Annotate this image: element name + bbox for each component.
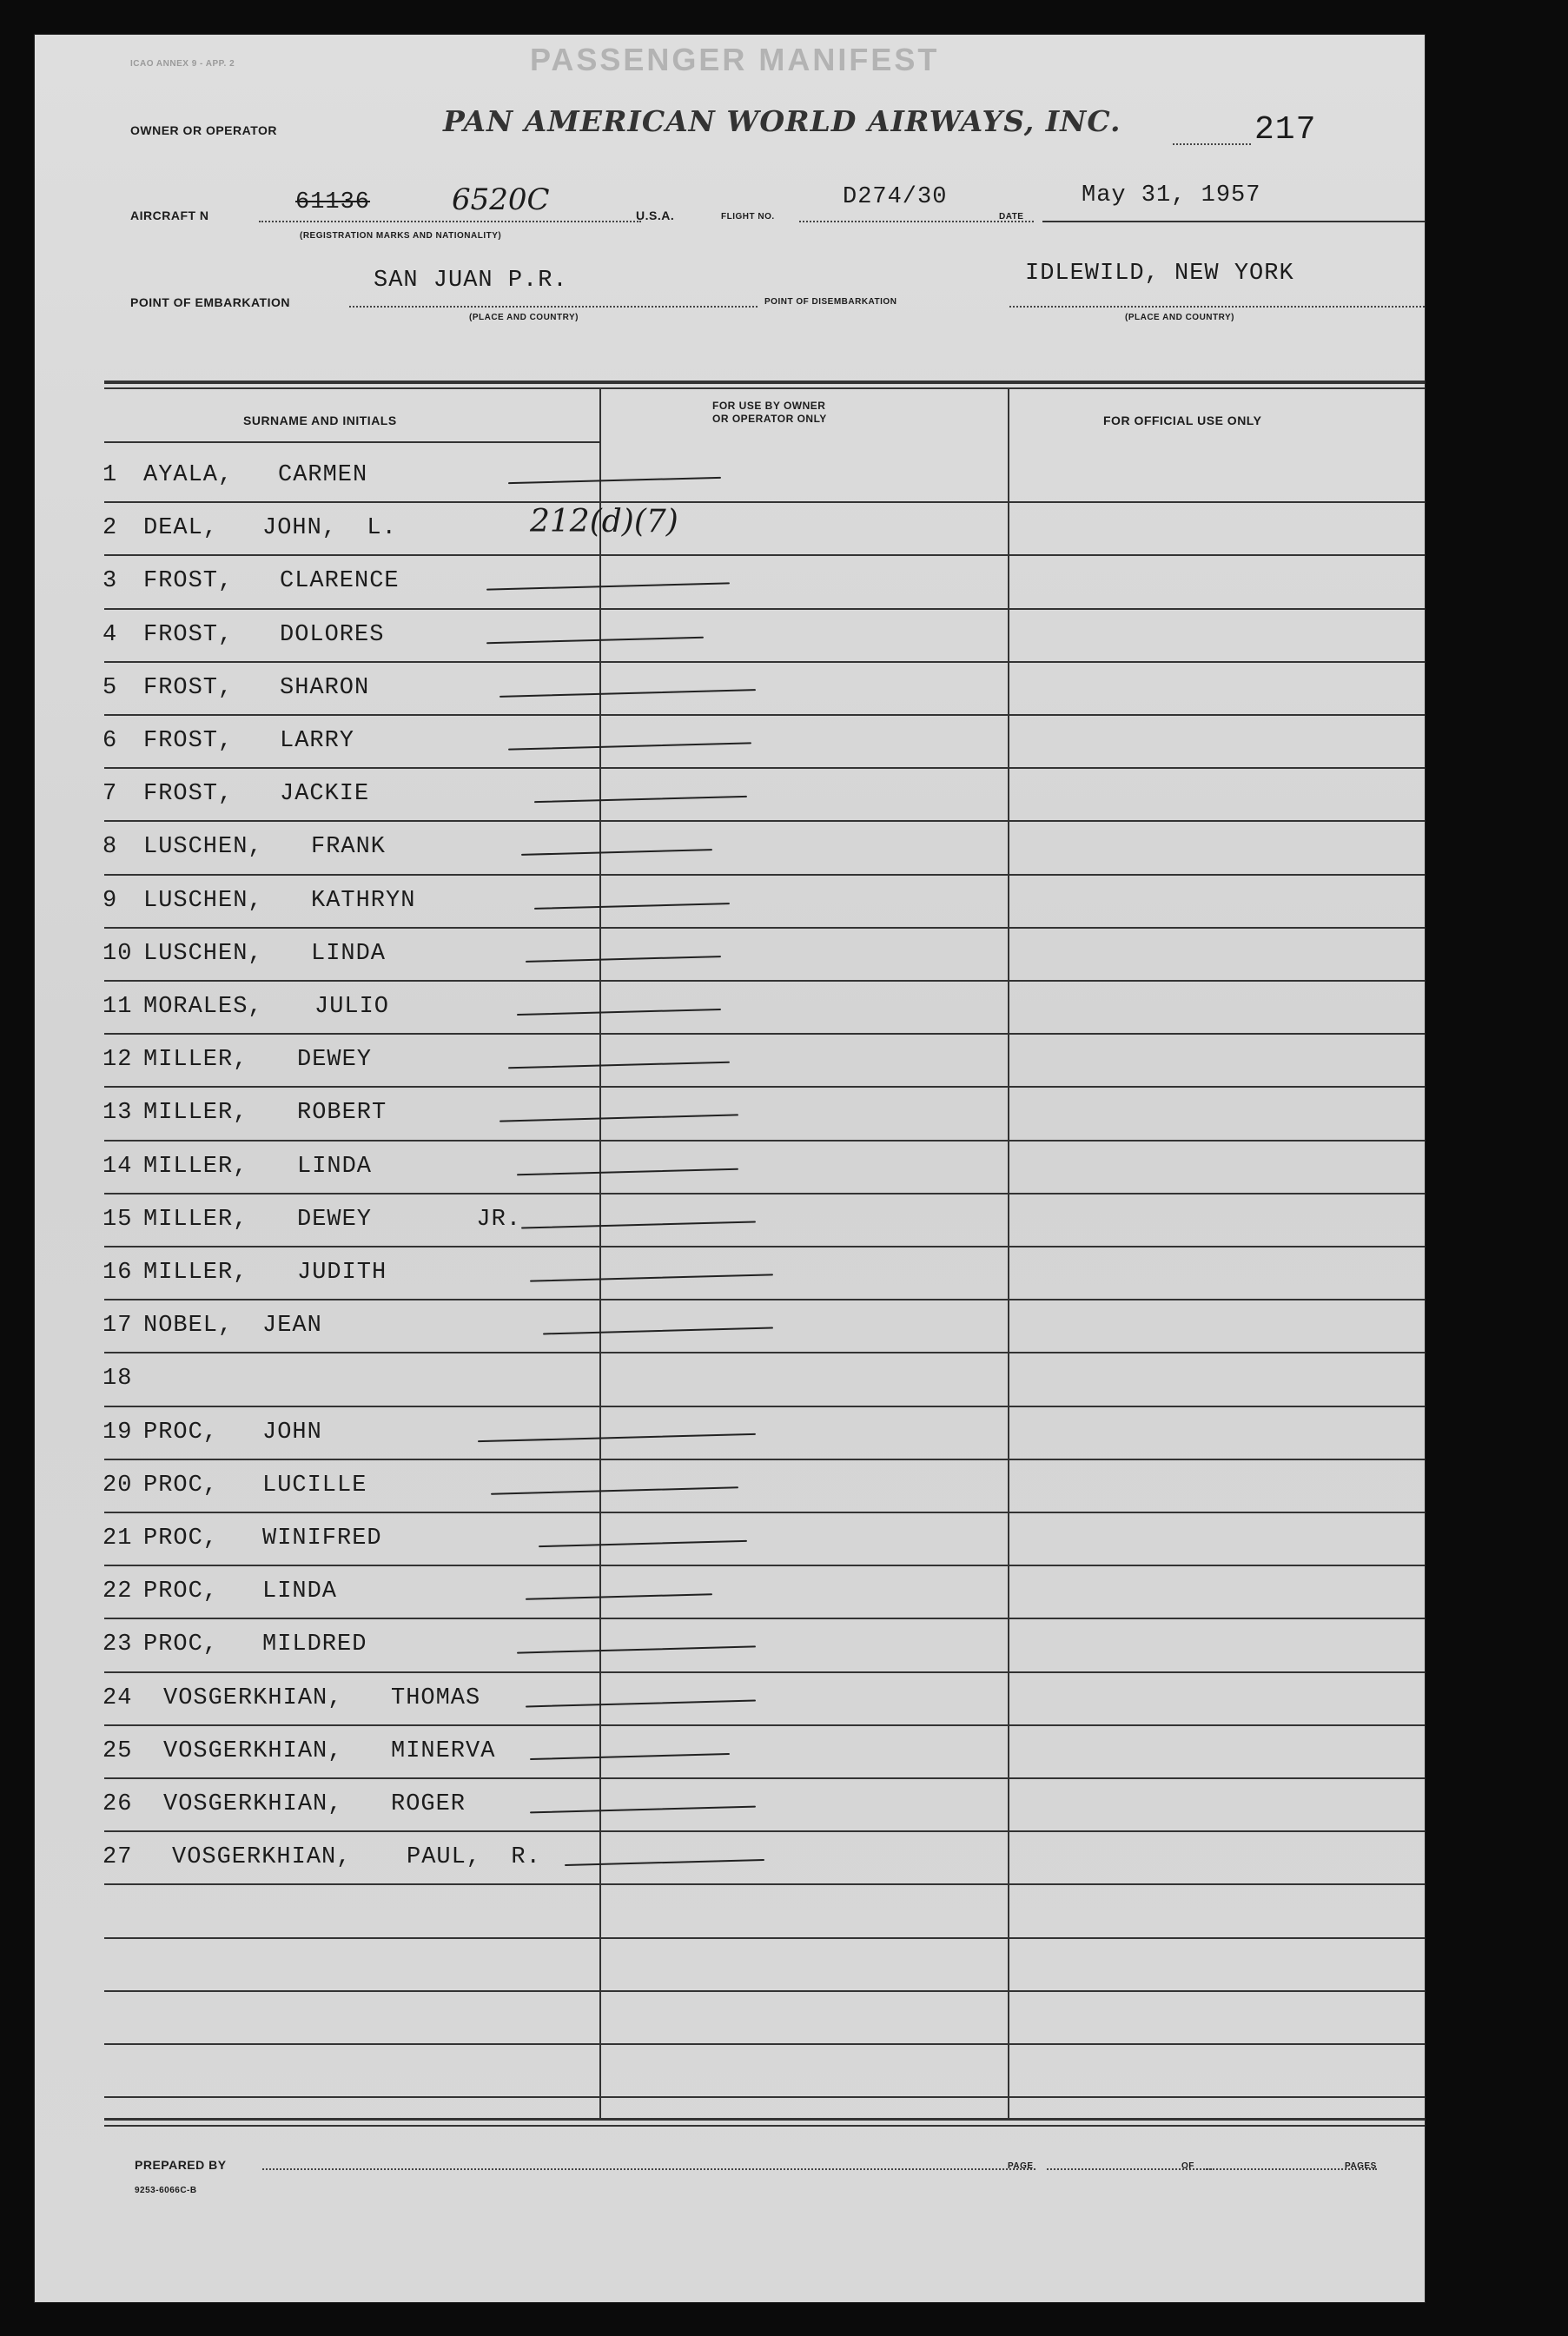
passenger-given-name: PAUL, R. <box>407 1844 541 1871</box>
row-number: 21 <box>103 1525 133 1552</box>
passenger-given-name: WINIFRED <box>262 1525 382 1552</box>
table-row <box>35 556 1425 609</box>
passenger-given-name: JUDITH <box>297 1260 387 1286</box>
flight-date: May 31, 1957 <box>1082 182 1261 208</box>
table-row <box>35 1460 1425 1513</box>
row-number: 22 <box>103 1578 133 1605</box>
passenger-given-name: ROGER <box>391 1791 466 1817</box>
passenger-surname: MORALES, <box>143 994 263 1020</box>
passenger-surname: LUSCHEN, <box>143 887 263 914</box>
row-number: 8 <box>103 834 118 861</box>
check-mark <box>526 956 721 963</box>
passenger-given-name: JULIO <box>314 994 390 1020</box>
passenger-given-name: JEAN <box>262 1313 322 1340</box>
table-row <box>35 1779 1425 1832</box>
passenger-surname: DEAL, <box>143 515 219 542</box>
date-label: DATE <box>999 212 1024 222</box>
table-row <box>35 1353 1425 1406</box>
row-number: 27 <box>103 1844 133 1871</box>
row-number: 15 <box>103 1206 133 1233</box>
passenger-given-name: LINDA <box>262 1578 338 1605</box>
check-mark <box>526 1593 712 1600</box>
passenger-given-name: THOMAS <box>391 1684 481 1711</box>
passenger-surname: VOSGERKHIAN, <box>163 1684 343 1711</box>
form-code-top: ICAO ANNEX 9 - APP. 2 <box>130 59 235 69</box>
row-number: 24 <box>103 1684 133 1711</box>
check-mark <box>508 1062 730 1069</box>
passenger-surname: NOBEL, <box>143 1313 234 1340</box>
passenger-surname: PROC, <box>143 1631 219 1658</box>
prepared-by-label: PREPARED BY <box>135 2158 227 2172</box>
table-row <box>35 503 1425 556</box>
row-number: 25 <box>103 1737 133 1764</box>
passenger-surname: PROC, <box>143 1525 219 1552</box>
row-number: 13 <box>103 1100 133 1127</box>
passenger-given-name: JACKIE <box>280 781 370 808</box>
passenger-surname: MILLER, <box>143 1047 248 1074</box>
table-row <box>35 1832 1425 1885</box>
passenger-given-name: LINDA <box>311 940 387 967</box>
table-row <box>35 876 1425 929</box>
check-mark <box>517 1009 721 1016</box>
check-mark <box>517 1168 738 1175</box>
passenger-surname: VOSGERKHIAN, <box>163 1737 343 1764</box>
passenger-given-name: KATHRYN <box>311 887 416 914</box>
table-row <box>35 1300 1425 1353</box>
passenger-surname: LUSCHEN, <box>143 834 263 861</box>
aircraft-label: AIRCRAFT N <box>130 208 209 222</box>
table-row <box>35 1035 1425 1088</box>
table-row <box>35 1088 1425 1141</box>
row-number: 5 <box>103 674 118 701</box>
table-row <box>35 1513 1425 1566</box>
row-number: 16 <box>103 1260 133 1286</box>
passenger-given-name: LUCILLE <box>262 1472 367 1499</box>
column-header-official: FOR OFFICIAL USE ONLY <box>1103 414 1262 427</box>
passenger-surname: PROC, <box>143 1578 219 1605</box>
check-mark <box>486 636 704 644</box>
check-mark <box>543 1327 773 1335</box>
check-mark <box>539 1540 747 1547</box>
passenger-given-name: CARMEN <box>278 462 368 488</box>
of-label: OF <box>1181 2161 1194 2171</box>
passenger-surname: FROST, <box>143 728 234 754</box>
check-mark <box>534 903 730 910</box>
passenger-given-name: DOLORES <box>280 621 385 648</box>
passenger-surname: MILLER, <box>143 1206 248 1233</box>
blank-row-rule <box>104 2096 1425 2098</box>
form-title: PASSENGER MANIFEST <box>530 42 940 77</box>
table-row <box>35 1247 1425 1300</box>
row-rule <box>104 1883 1425 1885</box>
table-row <box>35 610 1425 663</box>
passenger-given-name: LINDA <box>297 1153 373 1180</box>
passenger-surname: FROST, <box>143 674 234 701</box>
row-number: 10 <box>103 940 133 967</box>
embarkation-label: POINT OF EMBARKATION <box>130 295 290 309</box>
check-mark <box>478 1433 756 1441</box>
row-number: 9 <box>103 887 118 914</box>
row-number: 23 <box>103 1631 133 1658</box>
check-mark <box>521 1221 756 1228</box>
page-label: PAGE <box>1008 2161 1034 2171</box>
passenger-surname: FROST, <box>143 781 234 808</box>
sheet-number-line <box>1173 143 1251 145</box>
disembarkation-place: IDLEWILD, NEW YORK <box>1025 261 1294 287</box>
operator-name: PAN AMERICAN WORLD AIRWAYS, INC. <box>443 104 1121 138</box>
sheet-number: 217 <box>1254 111 1317 149</box>
aircraft-handwritten: 6520C <box>452 182 550 217</box>
table-row <box>35 929 1425 982</box>
table-row <box>35 1407 1425 1460</box>
check-mark <box>530 1274 773 1281</box>
row-number: 6 <box>103 728 118 754</box>
table-row <box>35 769 1425 822</box>
nationality: U.S.A. <box>636 208 675 222</box>
passenger-given-name: MINERVA <box>391 1737 496 1764</box>
table-row <box>35 982 1425 1035</box>
aircraft-struck: 61136 <box>295 189 371 215</box>
passenger-surname: LUSCHEN, <box>143 940 263 967</box>
check-mark <box>491 1486 738 1494</box>
check-mark <box>521 850 712 857</box>
row-number: 20 <box>103 1472 133 1499</box>
passenger-surname: MILLER, <box>143 1153 248 1180</box>
passenger-given-name: JOHN <box>262 1419 322 1446</box>
table-row <box>35 1142 1425 1194</box>
row-number: 17 <box>103 1313 133 1340</box>
table-row <box>35 663 1425 716</box>
check-mark <box>508 742 751 750</box>
registration-caption: (REGISTRATION MARKS AND NATIONALITY) <box>300 231 502 241</box>
flight-number: D274/30 <box>843 184 948 210</box>
passenger-surname: VOSGERKHIAN, <box>163 1791 343 1817</box>
table-row <box>35 1194 1425 1247</box>
row-number: 1 <box>103 462 118 488</box>
pages-label: PAGES <box>1345 2161 1377 2171</box>
passenger-surname: MILLER, <box>143 1100 248 1127</box>
passenger-given-name: CLARENCE <box>280 568 400 595</box>
passenger-surname: MILLER, <box>143 1260 248 1286</box>
check-mark <box>486 583 730 591</box>
table-row <box>35 1619 1425 1672</box>
row-number: 2 <box>103 515 118 542</box>
form-code: 9253-6066C-B <box>135 2186 197 2195</box>
row-number: 19 <box>103 1419 133 1446</box>
row-number: 14 <box>103 1153 133 1180</box>
row-number: 7 <box>103 781 118 808</box>
table-row <box>35 716 1425 769</box>
blank-row-rule <box>104 1937 1425 1939</box>
passenger-given-name: SHARON <box>280 674 370 701</box>
check-mark <box>508 477 721 484</box>
table-row <box>35 1726 1425 1779</box>
row-number: 11 <box>103 994 133 1020</box>
column-header-operator-1: FOR USE BY OWNER <box>712 400 826 412</box>
handwritten-annotation: 212(d)(7) <box>530 504 678 539</box>
passenger-surname: PROC, <box>143 1472 219 1499</box>
blank-row-rule <box>104 2043 1425 2045</box>
check-mark <box>500 1115 738 1122</box>
passenger-surname: AYALA, <box>143 462 234 488</box>
embarkation-place: SAN JUAN P.R. <box>374 268 568 294</box>
owner-label: OWNER OR OPERATOR <box>130 123 277 137</box>
passenger-given-name: ROBERT <box>297 1100 387 1127</box>
row-number: 4 <box>103 621 118 648</box>
disembarkation-caption: (PLACE AND COUNTRY) <box>1125 313 1234 322</box>
passenger-given-name: DEWEY JR. <box>297 1206 522 1233</box>
column-header-surname: SURNAME AND INITIALS <box>243 414 397 427</box>
row-number: 26 <box>103 1791 133 1817</box>
check-mark <box>517 1646 756 1654</box>
flight-label: FLIGHT NO. <box>721 212 775 222</box>
column-header-operator-2: OR OPERATOR ONLY <box>712 413 827 425</box>
table-row <box>35 1566 1425 1619</box>
check-mark <box>530 1753 730 1760</box>
manifest-sheet <box>35 35 1425 2302</box>
passenger-given-name: LARRY <box>280 728 355 754</box>
passenger-surname: VOSGERKHIAN, <box>172 1844 352 1871</box>
table-row <box>35 822 1425 875</box>
row-number: 12 <box>103 1047 133 1074</box>
check-mark <box>565 1859 764 1866</box>
passenger-surname: FROST, <box>143 621 234 648</box>
disembarkation-label: POINT OF DISEMBARKATION <box>764 297 897 307</box>
check-mark <box>534 796 747 803</box>
row-number: 3 <box>103 568 118 595</box>
passenger-given-name: JOHN, L. <box>262 515 397 542</box>
check-mark <box>500 689 756 698</box>
passenger-given-name: FRANK <box>311 834 387 861</box>
table-row <box>35 1673 1425 1726</box>
table-row <box>35 450 1425 503</box>
passenger-given-name: DEWEY <box>297 1047 373 1074</box>
passenger-surname: PROC, <box>143 1419 219 1446</box>
check-mark <box>526 1699 756 1707</box>
passenger-surname: FROST, <box>143 568 234 595</box>
row-number: 18 <box>103 1366 133 1393</box>
blank-row-rule <box>104 1990 1425 1992</box>
check-mark <box>530 1806 756 1814</box>
passenger-given-name: MILDRED <box>262 1631 367 1658</box>
embarkation-caption: (PLACE AND COUNTRY) <box>469 313 579 322</box>
